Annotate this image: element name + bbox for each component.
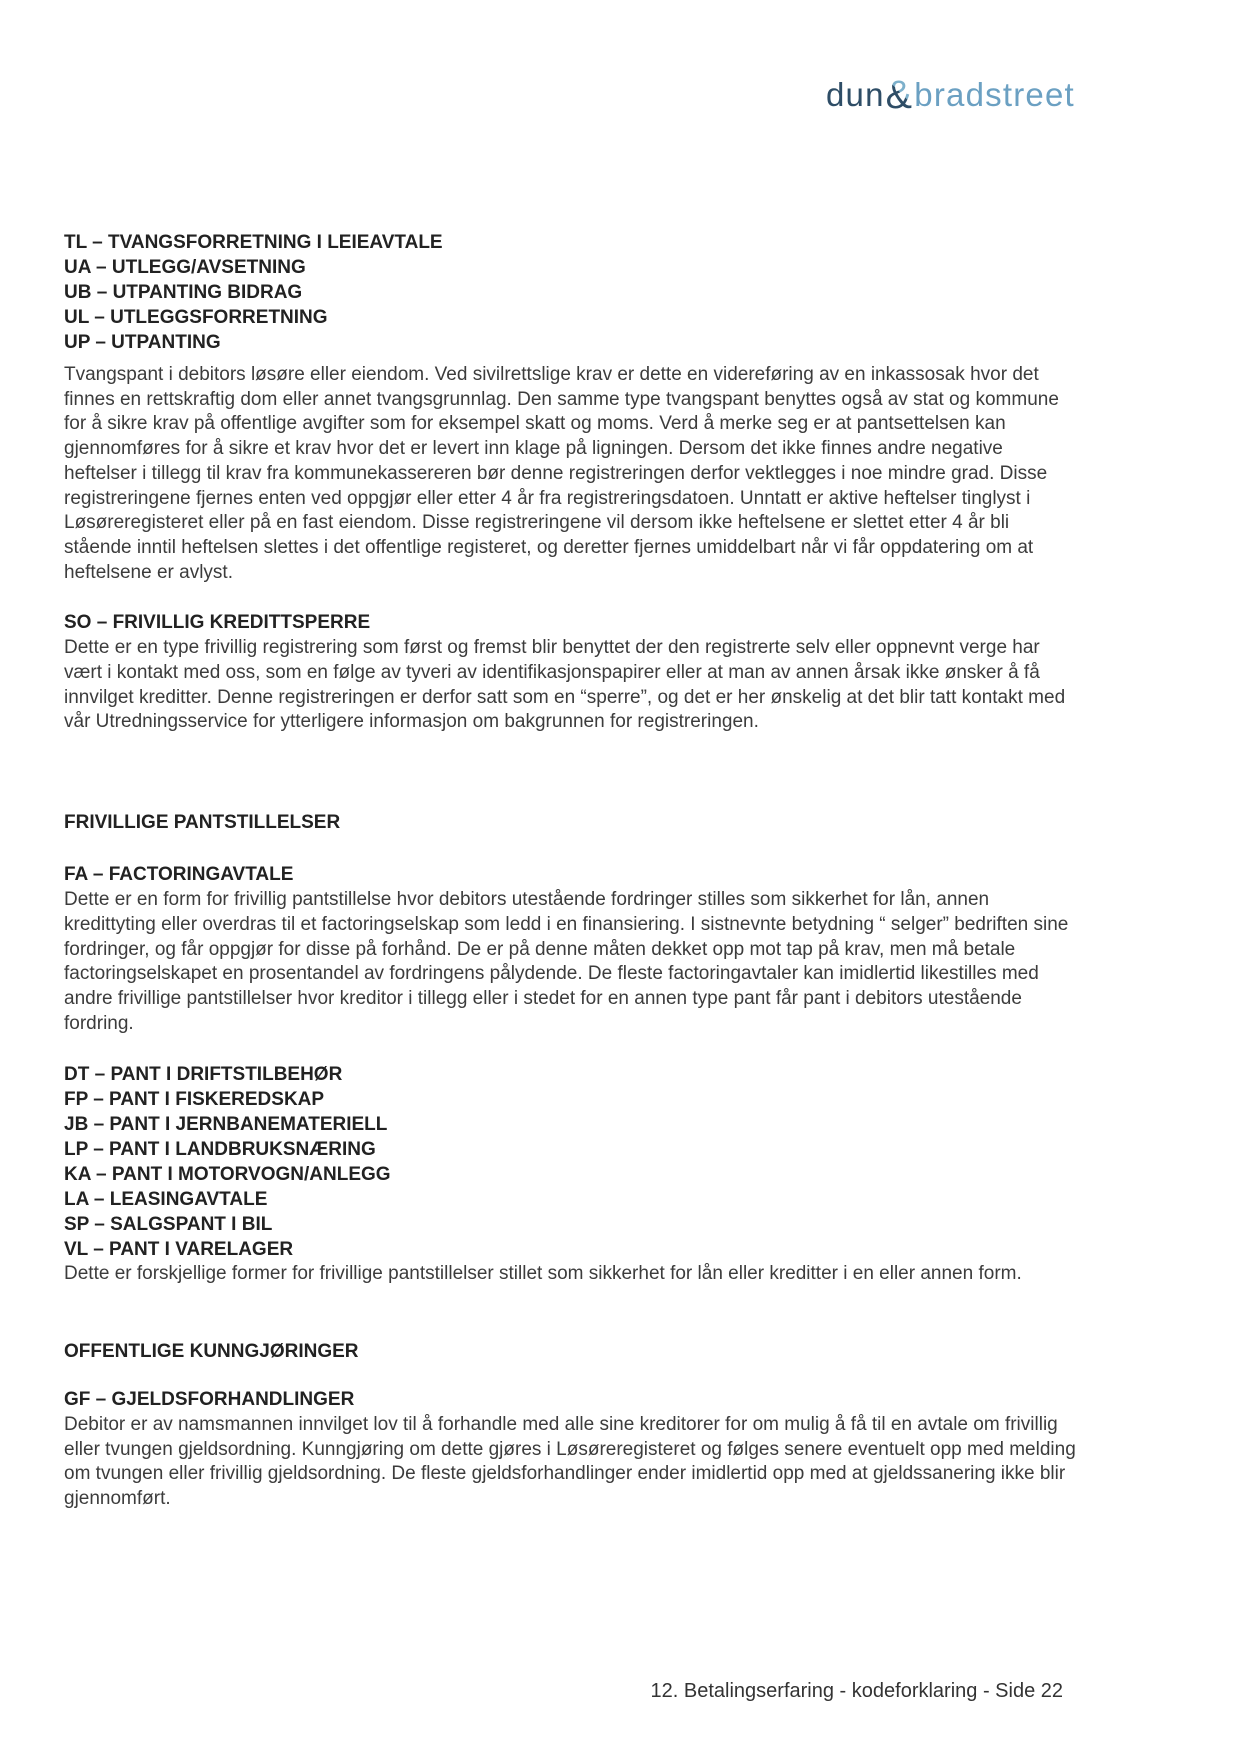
code-heading-fa: FA – FACTORINGAVTALE	[64, 864, 294, 886]
code-heading-ka: KA – PANT I MOTORVOGN/ANLEGG	[64, 1164, 391, 1186]
code-list-tvangsforretninger	[64, 230, 1080, 355]
logo-ampersand-icon: &	[885, 73, 914, 117]
code-heading-so: SO – FRIVILLIG KREDITTSPERRE	[64, 612, 371, 634]
dun-bradstreet-logo	[826, 73, 1075, 117]
code-heading-vl: VL – PANT I VARELAGER	[64, 1239, 294, 1261]
page-footer: 12. Betalingserfaring - kodeforklaring - Side 22	[650, 1680, 1063, 1702]
code-heading-lp: LP – PANT I LANDBRUKSNÆRING	[64, 1139, 376, 1161]
paragraph-pantstillelser: Dette er forskjellige former for frivillige pantstillelser stillet som sikkerhet for lån eller kreditter i en eller annen form.	[64, 1263, 1022, 1285]
code-heading-ub: UB – UTPANTING BIDRAG	[64, 282, 303, 303]
code-heading-ua: UA – UTLEGG/AVSETNING	[64, 257, 306, 278]
code-heading-fp: FP – PANT I FISKEREDSKAP	[64, 1089, 325, 1111]
paragraph-so: Dette er en type frivillig registrering som først og fremst blir benyttet der den registrerte selv eller oppnevnt verge har vært i kontakt med oss, som en følge av tyveri av identifikasjonspapirer eller at man av annen årsak ikke ønsker å få innvilget kreditter. Denne registreringen er derfor satt som en “sperre”, og det er her ønskelig at det blir tatt kontakt med vår Utredningsservice for ytterligere informasjon om bakgrunnen for registreringen.	[64, 637, 1066, 733]
code-heading-la: LA – LEASINGAVTALE	[64, 1189, 268, 1211]
code-heading-gf: GF – GJELDSFORHANDLINGER	[64, 1389, 355, 1411]
logo-text-bradstreet: bradstreet	[914, 76, 1075, 113]
code-heading-sp: SP – SALGSPANT I BIL	[64, 1214, 273, 1236]
code-heading-ul: UL – UTLEGGSFORRETNING	[64, 307, 328, 328]
logo-text-dun: dun	[826, 76, 885, 113]
section-heading-frivillige-pantstillelser: FRIVILLIGE PANTSTILLELSER	[64, 812, 341, 834]
paragraph-tvangspant: Tvangspant i debitors løsøre eller eiendom. Ved sivilrettslige krav er dette en videreføring av en inkassosak hvor det finnes en rettskraftig dom eller annet tvangsgrunnlag. Den samme type tvangspant benyttes også av stat og kommune for å sikre krav på offentlige avgifter som for eksempel skatt og moms. Verd å merke seg er at pantsettelsen kan gjennomføres for å sikre et krav hvor det er levert inn klage på ligningen. Dersom det ikke finnes andre negative heftelser i tillegg til krav fra kommunekassereren bør denne registreringen derfor vektlegges i noe mindre grad. Disse registreringene fjernes enten ved oppgjør eller etter 4 år fra registreringsdatoen. Unntatt er aktive heftelser tinglyst i Løsøreregisteret eller på en fast eiendom. Disse registreringene vil dersom ikke heftelsene er slettet etter 4 år bli stående inntil heftelsen slettes i det offentlige registeret, og deretter fjernes umiddelbart når vi får oppdatering om at heftelsene er avlyst.	[64, 364, 1059, 583]
code-heading-dt: DT – PANT I DRIFTSTILBEHØR	[64, 1064, 343, 1086]
paragraph-fa: Dette er en form for frivillig pantstillelse hvor debitors utestående fordringer stilles som sikkerhet for lån, annen kredittyting eller overdras til et factoringselskap som ledd i en finansiering. I sistnevnte betydning “ selger” bedriften sine fordringer, og får oppgjør for disse på forhånd. De er på denne måten dekket opp mot tap på krav, men må betale factoringselskapet en prosentandel av fordringens pålydende. De fleste factoringavtaler kan imidlertid likestilles med andre frivillige pantstillelser hvor kreditor i tillegg eller i stedet for en annen type pant får pant i debitors utestående fordring.	[64, 889, 1069, 1034]
code-heading-up: UP – UTPANTING	[64, 332, 221, 353]
code-list-pantstillelser	[64, 1062, 1080, 1262]
document-body	[64, 230, 1080, 1512]
code-heading-jb: JB – PANT I JERNBANEMATERIELL	[64, 1114, 388, 1136]
code-heading-tl: TL – TVANGSFORRETNING I LEIEAVTALE	[64, 232, 443, 253]
paragraph-gf: Debitor er av namsmannen innvilget lov til å forhandle med alle sine kreditorer for om mulig å få til en avtale om frivillig eller tvungen gjeldsordning. Kunngjøring om dette gjøres i Løsøreregisteret og følges senere eventuelt opp med melding om tvungen eller frivillig gjeldsordning. De fleste gjeldsforhandlinger ender imidlertid opp med at gjeldssanering ikke blir gjennomført.	[64, 1414, 1076, 1510]
section-heading-offentlige-kunngjoringer: OFFENTLIGE KUNNGJØRINGER	[64, 1341, 359, 1363]
